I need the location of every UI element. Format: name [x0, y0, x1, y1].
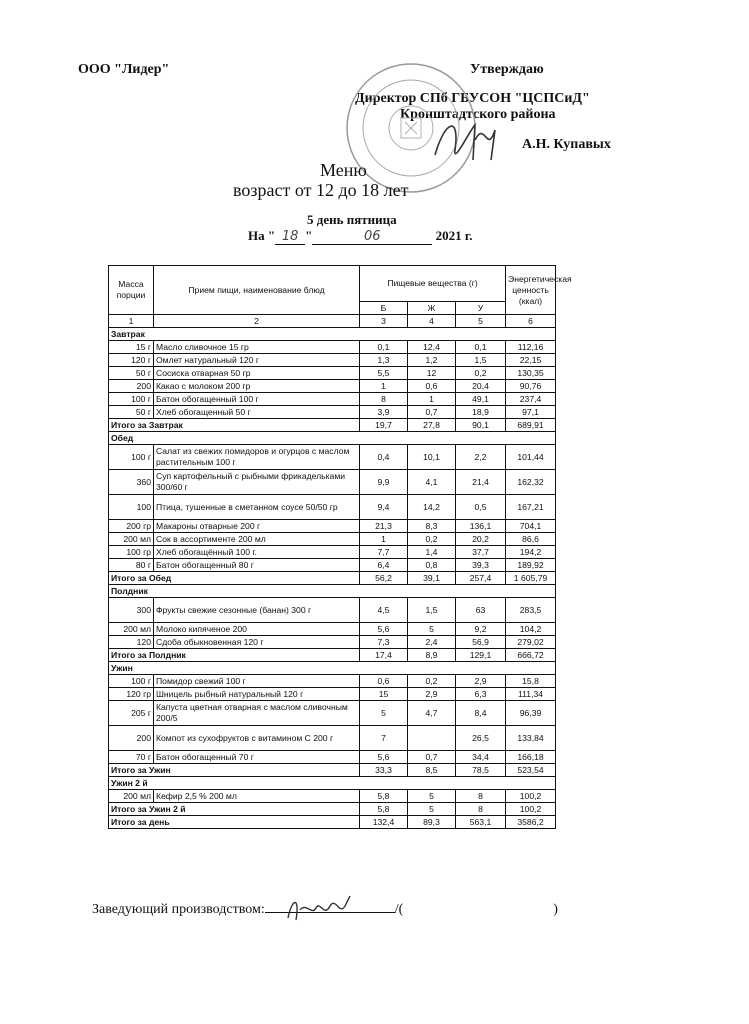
date-quote: "	[305, 228, 313, 243]
section-row	[109, 585, 556, 598]
day-total-label: Итого за день	[109, 816, 360, 829]
fat-total: 5	[408, 803, 456, 816]
column-number-row	[109, 315, 556, 328]
protein-total: 132,4	[360, 816, 408, 829]
dish-name: Помидор свежий 100 г	[154, 675, 360, 688]
table-header-row	[109, 266, 556, 302]
portion-mass: 300	[109, 598, 154, 623]
director-signature	[425, 110, 505, 170]
table-row	[109, 445, 556, 470]
fat-total: 39,1	[408, 572, 456, 585]
energy-total: 523,54	[506, 764, 556, 777]
energy-total: 1 605,79	[506, 572, 556, 585]
day-label: 5 день пятница	[307, 212, 397, 227]
protein-value: 1,3	[360, 354, 408, 367]
dish-name: Сосиска отварная 50 гр	[154, 367, 360, 380]
energy-total: 3586,2	[506, 816, 556, 829]
dish-name: Шницель рыбный натуральный 120 г	[154, 688, 360, 701]
fat-value: 12	[408, 367, 456, 380]
table-row	[109, 790, 556, 803]
section-total-row	[109, 803, 556, 816]
portion-mass: 200 мл	[109, 623, 154, 636]
protein-value: 5,5	[360, 367, 408, 380]
carbs-value: 8	[456, 790, 506, 803]
energy-value: 15,8	[506, 675, 556, 688]
district-name: Кронштадтского района	[400, 107, 556, 122]
energy-value: 194,2	[506, 546, 556, 559]
section-total-row	[109, 764, 556, 777]
energy-value: 130,35	[506, 367, 556, 380]
energy-total: 666,72	[506, 649, 556, 662]
carbs-value: 0,5	[456, 495, 506, 520]
section-label: Обед	[109, 432, 556, 445]
dish-name: Салат из свежих помидоров и огурцов с маслом растительным 100 г	[154, 445, 360, 470]
carbs-value: 21,4	[456, 470, 506, 495]
section-total-row	[109, 572, 556, 585]
protein-value: 7	[360, 726, 408, 751]
fat-value	[408, 726, 456, 751]
table-row	[109, 636, 556, 649]
date-day: 18	[275, 229, 305, 245]
fat-value: 0,7	[408, 406, 456, 419]
protein-value: 7,7	[360, 546, 408, 559]
energy-value: 283,5	[506, 598, 556, 623]
fat-value: 2,4	[408, 636, 456, 649]
date-prefix: На "	[248, 228, 276, 243]
fat-value: 4,7	[408, 701, 456, 726]
fat-value: 1,5	[408, 598, 456, 623]
dish-name: Кефир 2,5 % 200 мл	[154, 790, 360, 803]
fat-value: 0,8	[408, 559, 456, 572]
energy-value: 90,76	[506, 380, 556, 393]
protein-value: 5,8	[360, 790, 408, 803]
protein-value: 5	[360, 701, 408, 726]
header-protein: Б	[360, 302, 408, 315]
dish-name: Сок в ассортименте 200 мл	[154, 533, 360, 546]
portion-mass: 120 г	[109, 354, 154, 367]
section-label: Завтрак	[109, 328, 556, 341]
dish-name: Компот из сухофруктов с витамином С 200 г	[154, 726, 360, 751]
carbs-value: 20,2	[456, 533, 506, 546]
fat-value: 10,1	[408, 445, 456, 470]
table-row	[109, 406, 556, 419]
fat-total: 8,5	[408, 764, 456, 777]
protein-value: 0,4	[360, 445, 408, 470]
carbs-value: 0,1	[456, 341, 506, 354]
dish-name: Хлеб обогащенный 50 г	[154, 406, 360, 419]
section-total-row	[109, 419, 556, 432]
table-row	[109, 701, 556, 726]
dish-name: Хлеб обогащённый 100 г.	[154, 546, 360, 559]
protein-value: 5,6	[360, 623, 408, 636]
carbs-value: 2,9	[456, 675, 506, 688]
dish-name: Батон обогащенный 70 г	[154, 751, 360, 764]
header-nutrients: Пищевые вещества (г)	[360, 266, 506, 302]
table-row	[109, 341, 556, 354]
protein-value: 7,3	[360, 636, 408, 649]
carbs-value: 39,3	[456, 559, 506, 572]
carbs-value: 9,2	[456, 623, 506, 636]
carbs-value: 56,9	[456, 636, 506, 649]
carbs-total: 8	[456, 803, 506, 816]
energy-value: 100,2	[506, 790, 556, 803]
col-number: 4	[408, 315, 456, 328]
protein-value: 1	[360, 533, 408, 546]
table-row	[109, 675, 556, 688]
production-manager-label: Заведующий производством:	[92, 902, 265, 917]
portion-mass: 50 г	[109, 367, 154, 380]
energy-value: 166,18	[506, 751, 556, 764]
section-label: Ужин 2 й	[109, 777, 556, 790]
total-label: Итого за Завтрак	[109, 419, 360, 432]
carbs-total: 90,1	[456, 419, 506, 432]
header-dish: Прием пищи, наименование блюд	[154, 266, 360, 315]
fat-value: 0,2	[408, 675, 456, 688]
header-energy: Энергетическая ценность (ккал)	[506, 266, 556, 315]
protein-value: 1	[360, 380, 408, 393]
table-row	[109, 726, 556, 751]
table-row	[109, 354, 556, 367]
section-label: Полдник	[109, 585, 556, 598]
carbs-total: 129,1	[456, 649, 506, 662]
carbs-value: 20,4	[456, 380, 506, 393]
energy-total: 100,2	[506, 803, 556, 816]
fat-value: 1,4	[408, 546, 456, 559]
table-row	[109, 393, 556, 406]
dish-name: Молоко кипяченое 200	[154, 623, 360, 636]
section-total-row	[109, 649, 556, 662]
portion-mass: 100 гр	[109, 546, 154, 559]
carbs-value: 1,5	[456, 354, 506, 367]
total-label: Итого за Полдник	[109, 649, 360, 662]
fat-total: 27,8	[408, 419, 456, 432]
dish-name: Омлет натуральный 120 г	[154, 354, 360, 367]
carbs-value: 0,2	[456, 367, 506, 380]
dish-name: Батон обогащенный 80 г	[154, 559, 360, 572]
col-number: 5	[456, 315, 506, 328]
menu-date	[248, 228, 473, 245]
energy-value: 162,32	[506, 470, 556, 495]
portion-mass: 100	[109, 495, 154, 520]
fat-total: 89,3	[408, 816, 456, 829]
protein-total: 17,4	[360, 649, 408, 662]
dish-name: Суп картофельный с рыбными фрикадельками 300/60 г	[154, 470, 360, 495]
carbs-value: 8,4	[456, 701, 506, 726]
fat-value: 14,2	[408, 495, 456, 520]
fat-value: 0,2	[408, 533, 456, 546]
fat-total: 8,9	[408, 649, 456, 662]
fat-value: 5	[408, 623, 456, 636]
portion-mass: 200	[109, 380, 154, 393]
fat-value: 5	[408, 790, 456, 803]
total-label: Итого за Ужин 2 й	[109, 803, 360, 816]
portion-mass: 100 г	[109, 675, 154, 688]
approval-label: Утверждаю	[470, 62, 544, 77]
portion-mass: 200 гр	[109, 520, 154, 533]
protein-value: 3,9	[360, 406, 408, 419]
table-row	[109, 520, 556, 533]
energy-value: 97,1	[506, 406, 556, 419]
energy-value: 112,16	[506, 341, 556, 354]
energy-value: 101,44	[506, 445, 556, 470]
protein-value: 21,3	[360, 520, 408, 533]
energy-value: 104,2	[506, 623, 556, 636]
date-year: 2021 г.	[435, 228, 473, 243]
age-group: возраст от 12 до 18 лет	[233, 180, 409, 200]
header-carbs: У	[456, 302, 506, 315]
energy-value: 189,92	[506, 559, 556, 572]
carbs-value: 2,2	[456, 445, 506, 470]
section-label: Ужин	[109, 662, 556, 675]
table-row	[109, 470, 556, 495]
dish-name: Сдоба обыкновенная 120 г	[154, 636, 360, 649]
portion-mass: 120 гр	[109, 688, 154, 701]
menu-table	[108, 265, 572, 829]
dish-name: Какао с молоком 200 гр	[154, 380, 360, 393]
protein-value: 4,5	[360, 598, 408, 623]
manager-signature	[280, 888, 370, 928]
menu-title: Меню	[320, 160, 367, 180]
protein-value: 9,9	[360, 470, 408, 495]
protein-value: 5,6	[360, 751, 408, 764]
header-fat: Ж	[408, 302, 456, 315]
fat-value: 0,7	[408, 751, 456, 764]
table-row	[109, 380, 556, 393]
table-row	[109, 559, 556, 572]
energy-value: 237,4	[506, 393, 556, 406]
energy-value: 86,6	[506, 533, 556, 546]
col-number: 1	[109, 315, 154, 328]
portion-mass: 200 мл	[109, 533, 154, 546]
protein-value: 8	[360, 393, 408, 406]
protein-value: 0,1	[360, 341, 408, 354]
fat-value: 12,4	[408, 341, 456, 354]
protein-total: 33,3	[360, 764, 408, 777]
protein-value: 15	[360, 688, 408, 701]
fat-value: 4,1	[408, 470, 456, 495]
portion-mass: 360	[109, 470, 154, 495]
carbs-value: 6,3	[456, 688, 506, 701]
director-name: А.Н. Купавых	[522, 137, 611, 152]
date-month: 06	[312, 229, 432, 245]
fat-value: 1	[408, 393, 456, 406]
dish-name: Батон обогащенный 100 г	[154, 393, 360, 406]
table-row	[109, 495, 556, 520]
carbs-value: 136,1	[456, 520, 506, 533]
portion-mass: 120	[109, 636, 154, 649]
carbs-value: 26,5	[456, 726, 506, 751]
fat-value: 2,9	[408, 688, 456, 701]
portion-mass: 100 г	[109, 393, 154, 406]
protein-value: 9,4	[360, 495, 408, 520]
col-number: 6	[506, 315, 556, 328]
total-label: Итого за Ужин	[109, 764, 360, 777]
carbs-total: 563,1	[456, 816, 506, 829]
col-number: 2	[154, 315, 360, 328]
portion-mass: 200 мл	[109, 790, 154, 803]
dish-name: Птица, тушенные в сметанном соусе 50/50 гр	[154, 495, 360, 520]
energy-value: 167,21	[506, 495, 556, 520]
section-row	[109, 328, 556, 341]
energy-value: 279,02	[506, 636, 556, 649]
header-mass: Масса порции	[109, 266, 154, 315]
fat-value: 1,2	[408, 354, 456, 367]
footer-slash: /(	[394, 902, 404, 917]
protein-value: 0,6	[360, 675, 408, 688]
table-row	[109, 623, 556, 636]
carbs-total: 78,5	[456, 764, 506, 777]
portion-mass: 15 г	[109, 341, 154, 354]
protein-total: 19,7	[360, 419, 408, 432]
energy-value: 704,1	[506, 520, 556, 533]
carbs-value: 34,4	[456, 751, 506, 764]
energy-value: 111,34	[506, 688, 556, 701]
portion-mass: 100 г	[109, 445, 154, 470]
fat-value: 8,3	[408, 520, 456, 533]
dish-name: Капуста цветная отварная с маслом сливочным 200/5	[154, 701, 360, 726]
portion-mass: 80 г	[109, 559, 154, 572]
protein-value: 6,4	[360, 559, 408, 572]
day-total-row	[109, 816, 556, 829]
portion-mass: 205 г	[109, 701, 154, 726]
carbs-value: 18,9	[456, 406, 506, 419]
section-row	[109, 662, 556, 675]
energy-value: 96,39	[506, 701, 556, 726]
portion-mass: 200	[109, 726, 154, 751]
table-row	[109, 598, 556, 623]
energy-value: 133,84	[506, 726, 556, 751]
organization-name: ООО "Лидер"	[78, 62, 170, 77]
carbs-total: 257,4	[456, 572, 506, 585]
portion-mass: 50 г	[109, 406, 154, 419]
carbs-value: 49,1	[456, 393, 506, 406]
protein-total: 56,2	[360, 572, 408, 585]
carbs-value: 63	[456, 598, 506, 623]
protein-total: 5,8	[360, 803, 408, 816]
table-row	[109, 367, 556, 380]
dish-name: Фрукты свежие сезонные (банан) 300 г	[154, 598, 360, 623]
col-number: 3	[360, 315, 408, 328]
table-row	[109, 751, 556, 764]
energy-value: 22,15	[506, 354, 556, 367]
table-row	[109, 546, 556, 559]
fat-value: 0,6	[408, 380, 456, 393]
footer-close: )	[553, 902, 558, 917]
section-row	[109, 777, 556, 790]
section-row	[109, 432, 556, 445]
total-label: Итого за Обед	[109, 572, 360, 585]
dish-name: Масло сливочное 15 гр	[154, 341, 360, 354]
portion-mass: 70 г	[109, 751, 154, 764]
table-row	[109, 533, 556, 546]
carbs-value: 37,7	[456, 546, 506, 559]
table-row	[109, 688, 556, 701]
director-title: Директор СПб ГБУСОН "ЦСПСиД"	[355, 91, 590, 106]
energy-total: 689,91	[506, 419, 556, 432]
dish-name: Макароны отварные 200 г	[154, 520, 360, 533]
